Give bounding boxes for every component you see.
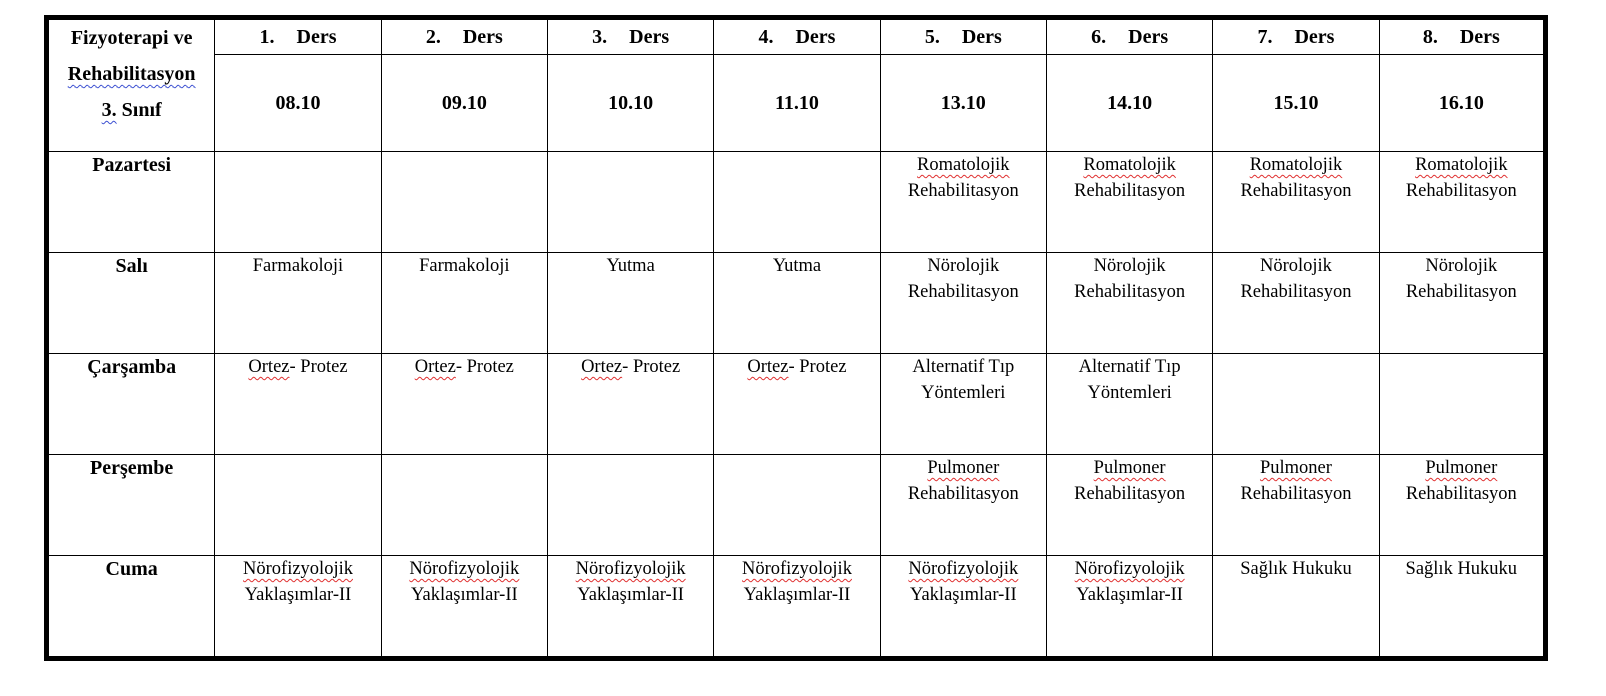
course-name-line2: - Protez — [455, 357, 514, 377]
class-title-line3 — [49, 92, 214, 128]
course-name-line1: Nörofizyolojik — [908, 559, 1019, 579]
lesson-label: Ders — [462, 25, 503, 48]
lesson-label: Ders — [1459, 25, 1500, 48]
lesson-date-6: 14.10 — [1046, 55, 1212, 152]
course-cell — [1213, 556, 1379, 659]
course-name-line1: Pulmoner — [1425, 458, 1498, 478]
course-cell — [1046, 556, 1212, 659]
lesson-date-7: 15.10 — [1213, 55, 1379, 152]
lesson-label: Ders — [629, 25, 670, 48]
course-name-line1: Pulmoner — [1093, 458, 1166, 478]
course-cell — [714, 354, 880, 455]
class-title-line2: Rehabilitasyon — [67, 63, 196, 85]
class-title-line1: Fizyoterapi ve — [70, 27, 193, 49]
lesson-number: 5. — [924, 25, 940, 48]
course-name-line1: Farmakoloji — [419, 256, 510, 276]
lesson-number: 1. — [259, 25, 275, 48]
lesson-date-5: 13.10 — [880, 55, 1046, 152]
course-name-line2: Rehabilitasyon — [1074, 484, 1186, 504]
course-name-line2: Rehabilitasyon — [1405, 181, 1517, 201]
class-number: 3. — [101, 99, 117, 121]
course-name-line1: Yutma — [606, 256, 655, 276]
date-row — [47, 55, 1546, 152]
course-cell — [880, 152, 1046, 253]
course-cell — [381, 455, 547, 556]
lesson-date-4: 11.10 — [714, 55, 880, 152]
course-cell — [1046, 354, 1212, 455]
course-name-line1: Pulmoner — [927, 458, 1000, 478]
course-cell — [215, 152, 381, 253]
lesson-number: 2. — [425, 25, 441, 48]
day-label: Perşembe — [47, 455, 215, 556]
course-cell — [714, 152, 880, 253]
course-name-line1: Farmakoloji — [252, 256, 344, 276]
course-name-line1: Romatolojik — [1249, 155, 1343, 175]
course-name-line1: Nörofizyolojik — [1074, 559, 1185, 579]
course-name-line2: Rehabilitasyon — [1405, 484, 1517, 504]
course-name-line1: Sağlık Hukuku — [1240, 559, 1352, 579]
course-name-line1: Romatolojik — [1415, 155, 1508, 175]
course-name-line2: Rehabilitasyon — [907, 181, 1019, 201]
course-cell — [880, 455, 1046, 556]
course-cell — [1379, 455, 1545, 556]
course-cell — [215, 556, 381, 659]
course-cell — [1379, 253, 1545, 354]
course-name-line1: Alternatif Tıp — [912, 357, 1015, 377]
lesson-number: 3. — [592, 25, 608, 48]
lesson-header-1 — [215, 18, 381, 55]
lesson-date-1: 08.10 — [215, 55, 381, 152]
course-name-line2: Yaklaşımlar-II — [743, 585, 851, 605]
course-cell — [714, 253, 880, 354]
lesson-header-2 — [381, 18, 547, 55]
lesson-number: 6. — [1091, 25, 1107, 48]
course-name-line2: Rehabilitasyon — [1074, 282, 1186, 302]
course-cell — [381, 253, 547, 354]
lesson-label: Ders — [1128, 25, 1169, 48]
lesson-date-3: 10.10 — [547, 55, 713, 152]
course-cell — [215, 253, 381, 354]
lesson-header-row — [47, 18, 1546, 55]
schedule-table — [44, 15, 1548, 661]
lesson-header-6 — [1046, 18, 1212, 55]
course-name-line1: Nörolojik — [1093, 256, 1166, 276]
course-name-line2: Yaklaşımlar-II — [244, 585, 352, 605]
lesson-number: 8. — [1422, 25, 1438, 48]
course-cell — [215, 455, 381, 556]
day-row — [47, 455, 1546, 556]
lesson-number: 4. — [758, 25, 774, 48]
course-name-line1: Romatolojik — [1083, 155, 1176, 175]
lesson-header-3 — [547, 18, 713, 55]
day-label: Pazartesi — [47, 152, 215, 253]
lesson-number: 7. — [1257, 25, 1273, 48]
course-name-line1: Ortez — [414, 357, 456, 377]
course-cell — [381, 152, 547, 253]
course-name-line2: Rehabilitasyon — [1240, 181, 1352, 201]
lesson-header-8 — [1379, 18, 1545, 55]
course-cell — [547, 253, 713, 354]
course-name-line2: Rehabilitasyon — [1240, 282, 1352, 302]
course-name-line2: Yöntemleri — [921, 383, 1006, 403]
class-label: Sınıf — [121, 99, 162, 121]
course-name-line2: Rehabilitasyon — [1405, 282, 1517, 302]
course-name-line1: Nörofizyolojik — [742, 559, 852, 579]
course-cell — [714, 455, 880, 556]
class-title-cell — [47, 18, 215, 152]
course-cell — [381, 354, 547, 455]
course-cell — [381, 556, 547, 659]
lesson-header-4 — [714, 18, 880, 55]
day-label: Çarşamba — [47, 354, 215, 455]
course-cell — [1379, 354, 1545, 455]
course-name-line1: Nörolojik — [927, 256, 1000, 276]
lesson-header-7 — [1213, 18, 1379, 55]
course-name-line2: Yaklaşımlar-II — [909, 585, 1017, 605]
day-row — [47, 354, 1546, 455]
day-row — [47, 152, 1546, 253]
course-name-line1: Alternatif Tıp — [1078, 357, 1181, 377]
course-name-line2: Rehabilitasyon — [1074, 181, 1186, 201]
course-name-line2: Yaklaşımlar-II — [410, 585, 518, 605]
course-cell — [1213, 455, 1379, 556]
course-cell — [1213, 152, 1379, 253]
course-cell — [1046, 152, 1212, 253]
course-cell — [880, 253, 1046, 354]
course-name-line2: Yöntemleri — [1087, 383, 1172, 403]
course-cell — [1379, 152, 1545, 253]
lesson-label: Ders — [795, 25, 836, 48]
day-row — [47, 556, 1546, 659]
course-name-line2: Rehabilitasyon — [907, 484, 1019, 504]
day-label: Salı — [47, 253, 215, 354]
course-name-line1: Nörofizyolojik — [575, 559, 686, 579]
course-name-line1: Ortez — [248, 357, 290, 377]
course-cell — [1046, 455, 1212, 556]
course-name-line2: Rehabilitasyon — [907, 282, 1019, 302]
course-name-line1: Nörofizyolojik — [243, 559, 353, 579]
course-cell — [714, 556, 880, 659]
course-name-line1: Nörofizyolojik — [409, 559, 520, 579]
course-name-line2: Yaklaşımlar-II — [577, 585, 684, 605]
course-name-line2: - Protez — [622, 357, 681, 377]
lesson-date-2: 09.10 — [381, 55, 547, 152]
course-name-line2: Yaklaşımlar-II — [1076, 585, 1183, 605]
course-cell — [547, 455, 713, 556]
course-cell — [880, 556, 1046, 659]
lesson-label: Ders — [296, 25, 337, 48]
course-name-line2: Rehabilitasyon — [1240, 484, 1352, 504]
course-name-line1: Ortez — [581, 357, 623, 377]
day-label: Cuma — [47, 556, 215, 659]
course-name-line1: Ortez — [747, 357, 789, 377]
day-row — [47, 253, 1546, 354]
lesson-date-8: 16.10 — [1379, 55, 1545, 152]
course-name-line2: - Protez — [289, 357, 348, 377]
course-name-line2: - Protez — [788, 357, 847, 377]
course-name-line1: Sağlık Hukuku — [1405, 559, 1518, 579]
course-name-line1: Yutma — [772, 256, 822, 276]
course-name-line1: Nörolojik — [1425, 256, 1498, 276]
course-cell — [1213, 354, 1379, 455]
course-name-line1: Nörolojik — [1259, 256, 1332, 276]
course-cell — [215, 354, 381, 455]
course-name-line1: Romatolojik — [917, 155, 1010, 175]
lesson-label: Ders — [961, 25, 1002, 48]
course-cell — [1213, 253, 1379, 354]
course-cell — [547, 354, 713, 455]
course-cell — [880, 354, 1046, 455]
course-cell — [1046, 253, 1212, 354]
lesson-label: Ders — [1294, 25, 1335, 48]
course-cell — [547, 556, 713, 659]
course-cell — [547, 152, 713, 253]
course-cell — [1379, 556, 1545, 659]
course-name-line1: Pulmoner — [1259, 458, 1332, 478]
lesson-header-5 — [880, 18, 1046, 55]
